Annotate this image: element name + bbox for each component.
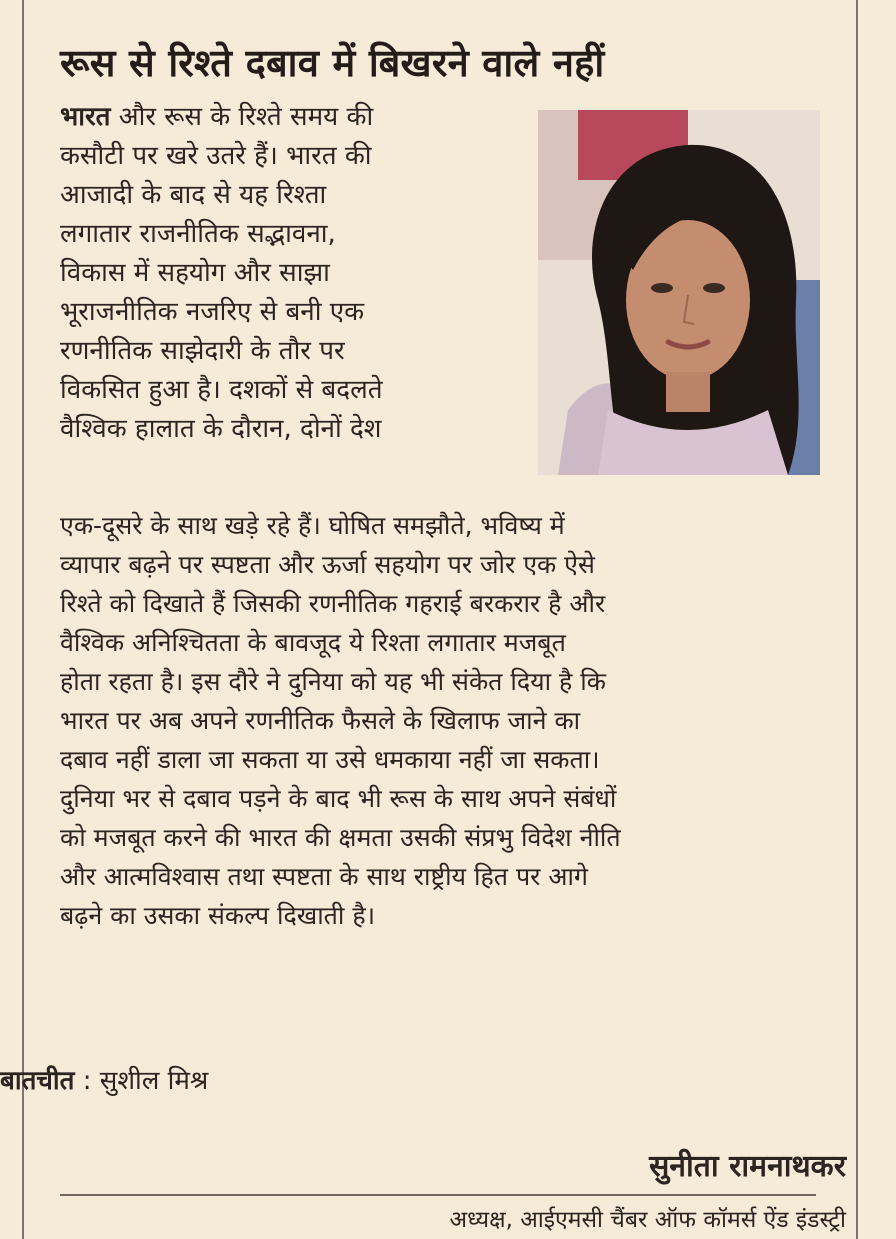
text-line: होता रहता है। इस दौरे ने दुनिया को यह भी संकेत दिया है कि xyxy=(60,667,606,696)
headline: रूस से रिश्ते दबाव में बिखरने वाले नहीं xyxy=(60,41,605,85)
author-title: अध्यक्ष, आईएमसी चैंबर ऑफ कॉमर्स ऐंड इंडस्ट्री xyxy=(449,1207,846,1233)
text-line: वैश्विक अनिश्चितता के बावजूद ये रिश्ता लगातार मजबूत xyxy=(60,628,566,657)
author-photo xyxy=(538,110,820,475)
text-line: आजादी के बाद से यह रिश्ता xyxy=(60,180,327,210)
text-line: कसौटी पर खरे उतरे हैं। भारत की xyxy=(60,141,372,171)
text-line: व्यापार बढ़ने पर स्पष्टता और ऊर्जा सहयोग पर जोर एक ऐसे xyxy=(60,550,595,579)
right-column-rule xyxy=(856,0,858,1239)
interviewer-name: सुशील मिश्र xyxy=(99,1066,209,1096)
author-divider xyxy=(60,1194,816,1196)
article xyxy=(60,38,822,930)
interview-separator: : xyxy=(74,1066,100,1096)
text-line: बढ़ने का उसका संकल्प दिखाती है। xyxy=(60,901,376,930)
text-line: विकसित हुआ है। दशकों से बदलते xyxy=(60,375,383,405)
interview-credit xyxy=(0,1062,208,1101)
left-column-rule xyxy=(22,0,24,1239)
text-line: और आत्मविश्वास तथा स्पष्टता के साथ राष्ट्रीय हित पर आगे xyxy=(60,862,588,891)
intro-block xyxy=(60,98,822,528)
author-name: सुनीता रामनाथकर xyxy=(649,1149,846,1184)
text-line: लगातार राजनीतिक सद्भावना, xyxy=(60,219,336,249)
text-line: दबाव नहीं डाला जा सकता या उसे धमकाया नहीं जा सकता। xyxy=(60,745,600,774)
text-line: विकास में सहयोग और साझा xyxy=(60,258,330,288)
text-line: रिश्ते को दिखाते हैं जिसकी रणनीतिक गहराई बरकरार है और xyxy=(60,589,606,618)
intro-text xyxy=(60,98,505,449)
text-line: रणनीतिक साझेदारी के तौर पर xyxy=(60,336,345,366)
interview-label: बातचीत xyxy=(0,1066,75,1096)
body-text xyxy=(60,506,822,935)
text-line: दुनिया भर से दबाव पड़ने के बाद भी रूस के साथ अपने संबंधों xyxy=(60,784,617,813)
text-line: को मजबूत करने की भारत की क्षमता उसकी संप्रभु विदेश नीति xyxy=(60,823,621,852)
text-line: भारत और रूस के रिश्ते समय की xyxy=(60,102,374,132)
text-line: वैश्विक हालात के दौरान, दोनों देश xyxy=(60,414,382,444)
text-line: एक-दूसरे के साथ खड़े रहे हैं। घोषित समझौते, भविष्य में xyxy=(60,511,565,540)
text-line: भारत पर अब अपने रणनीतिक फैसले के खिलाफ जाने का xyxy=(60,706,581,735)
text-line: भूराजनीतिक नजरिए से बनी एक xyxy=(60,297,365,327)
lead-word: भारत xyxy=(60,102,111,132)
portrait-image xyxy=(538,110,820,475)
